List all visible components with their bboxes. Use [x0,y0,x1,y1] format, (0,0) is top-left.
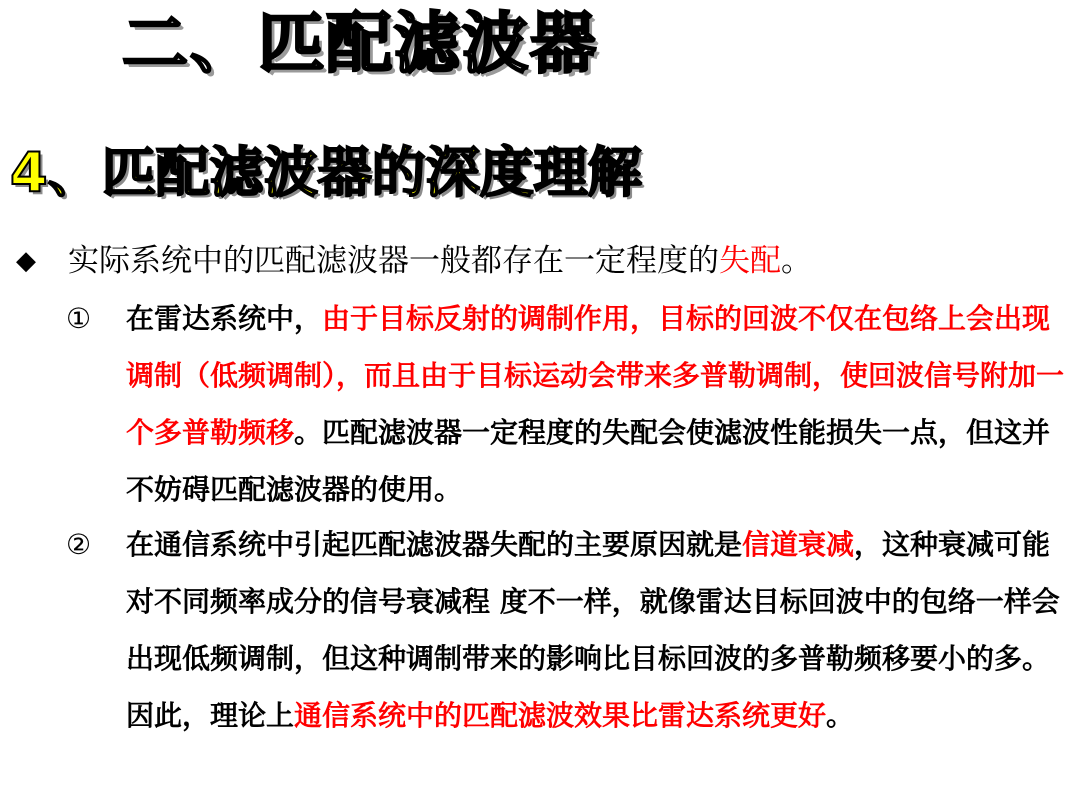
diamond-bullet-icon: ◆ [16,246,36,276]
main-bullet-text [68,236,812,286]
slide-title: 二、匹配滤波器 [122,5,598,82]
main-bullet-text-after: 。 [781,243,812,279]
item-marker: ② [66,528,92,561]
item-segment: 在雷达系统中， [126,302,323,335]
item-segment-highlight: 由于目标反射的调制作用，目标的回波不仅在包络上会出现调制（低频调制），而且由于目标运动会带来多普勒调制，使回波信号附加一个多普勒频移 [126,302,1065,449]
section-title: 4、匹配滤波器的深度理解 [10,141,642,204]
item-segment: 。匹配滤波器一定程度的失配会使滤波性能损失一点，但这并不妨碍匹配滤波器的使用。 [126,416,1051,506]
main-bullet [16,236,812,286]
item-segment-highlight: 信道衰减 [742,528,855,561]
item-segment-highlight: 通信系统中的匹配滤波效果比雷达系统更好 [294,699,827,732]
item-marker: ① [66,302,92,335]
main-bullet-highlight: 失配 [719,243,781,279]
item-text [126,290,1066,518]
item-segment: 。 [826,699,855,732]
main-bullet-text-before: 实际系统中的匹配滤波器一般都存在一定程度的 [68,243,719,279]
item-text [126,516,1066,744]
item-segment: ，这种衰减可能对不同频率成分的信号衰减程 度不一样，就像雷达目标回波中的包络一样会出现低频调制，但这种调制带来的影响比目标回波的多普勒频移要小的多。因此，理论上 [126,528,1060,732]
item-segment: 在通信系统中引起匹配滤波器失配的主要原因就是 [126,528,743,561]
